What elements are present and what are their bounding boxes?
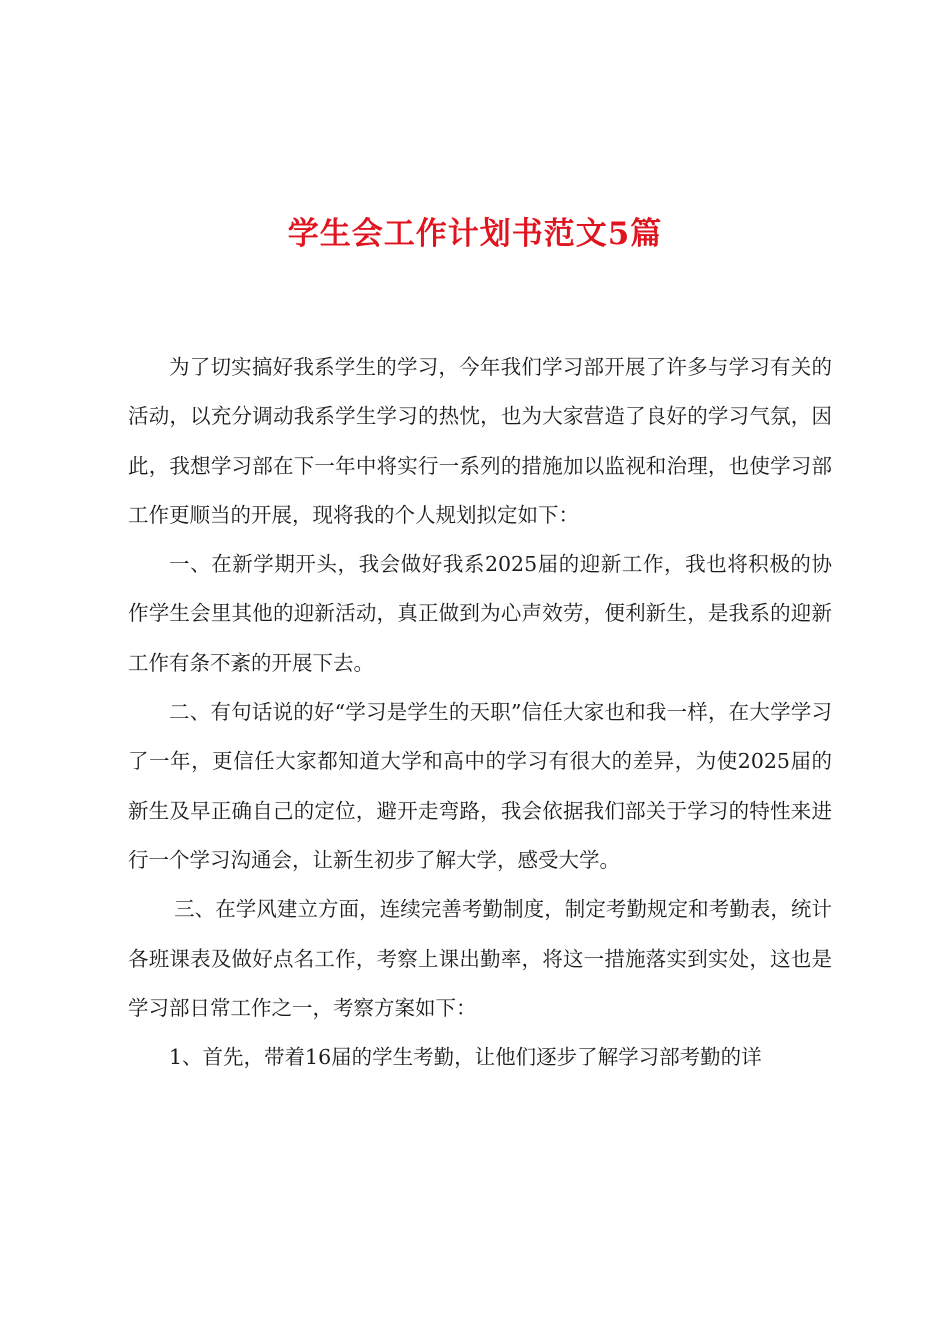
paragraph-intro: 为了切实搞好我系学生的学习，今年我们学习部开展了许多与学习有关的活动，以充分调动我系学生学习的热忱，也为大家营造了良好的学习气氛，因此，我想学习部在下一年中将实行一系列的措施加以监视和治理，也使学习部工作更顺当的开展，现将我的个人规划拟定如下： [128, 355, 832, 527]
paragraph-item-3-1: 1、首先，带着16届的学生考勤，让他们逐步了解学习部考勤的详 [169, 1045, 762, 1070]
paragraph-item-2: 二、有句话说的好“学习是学生的天职”信任大家也和我一样，在大学学习了一年，更信任大家都知道大学和高中的学习有很大的差异，为使2025届的新生及早正确自己的定位，避开走弯路，我会依据我们部关于学习的特性来进行一个学习沟通会，让新生初步了解大学，感受大学。 [128, 700, 832, 872]
document-body [128, 343, 832, 1082]
document-title: 学生会工作计划书范文5篇 [287, 216, 663, 252]
paragraph-item-3: 三、在学风建立方面，连续完善考勤制度，制定考勤规定和考勤表，统计各班课表及做好点名工作，考察上课出勤率，将这一措施落实到实处，这也是学习部日常工作之一，考察方案如下： [128, 897, 832, 1020]
paragraph-item-1: 一、在新学期开头，我会做好我系2025届的迎新工作，我也将积极的协作学生会里其他的迎新活动，真正做到为心声效劳，便利新生，是我系的迎新工作有条不紊的开展下去。 [128, 552, 832, 675]
